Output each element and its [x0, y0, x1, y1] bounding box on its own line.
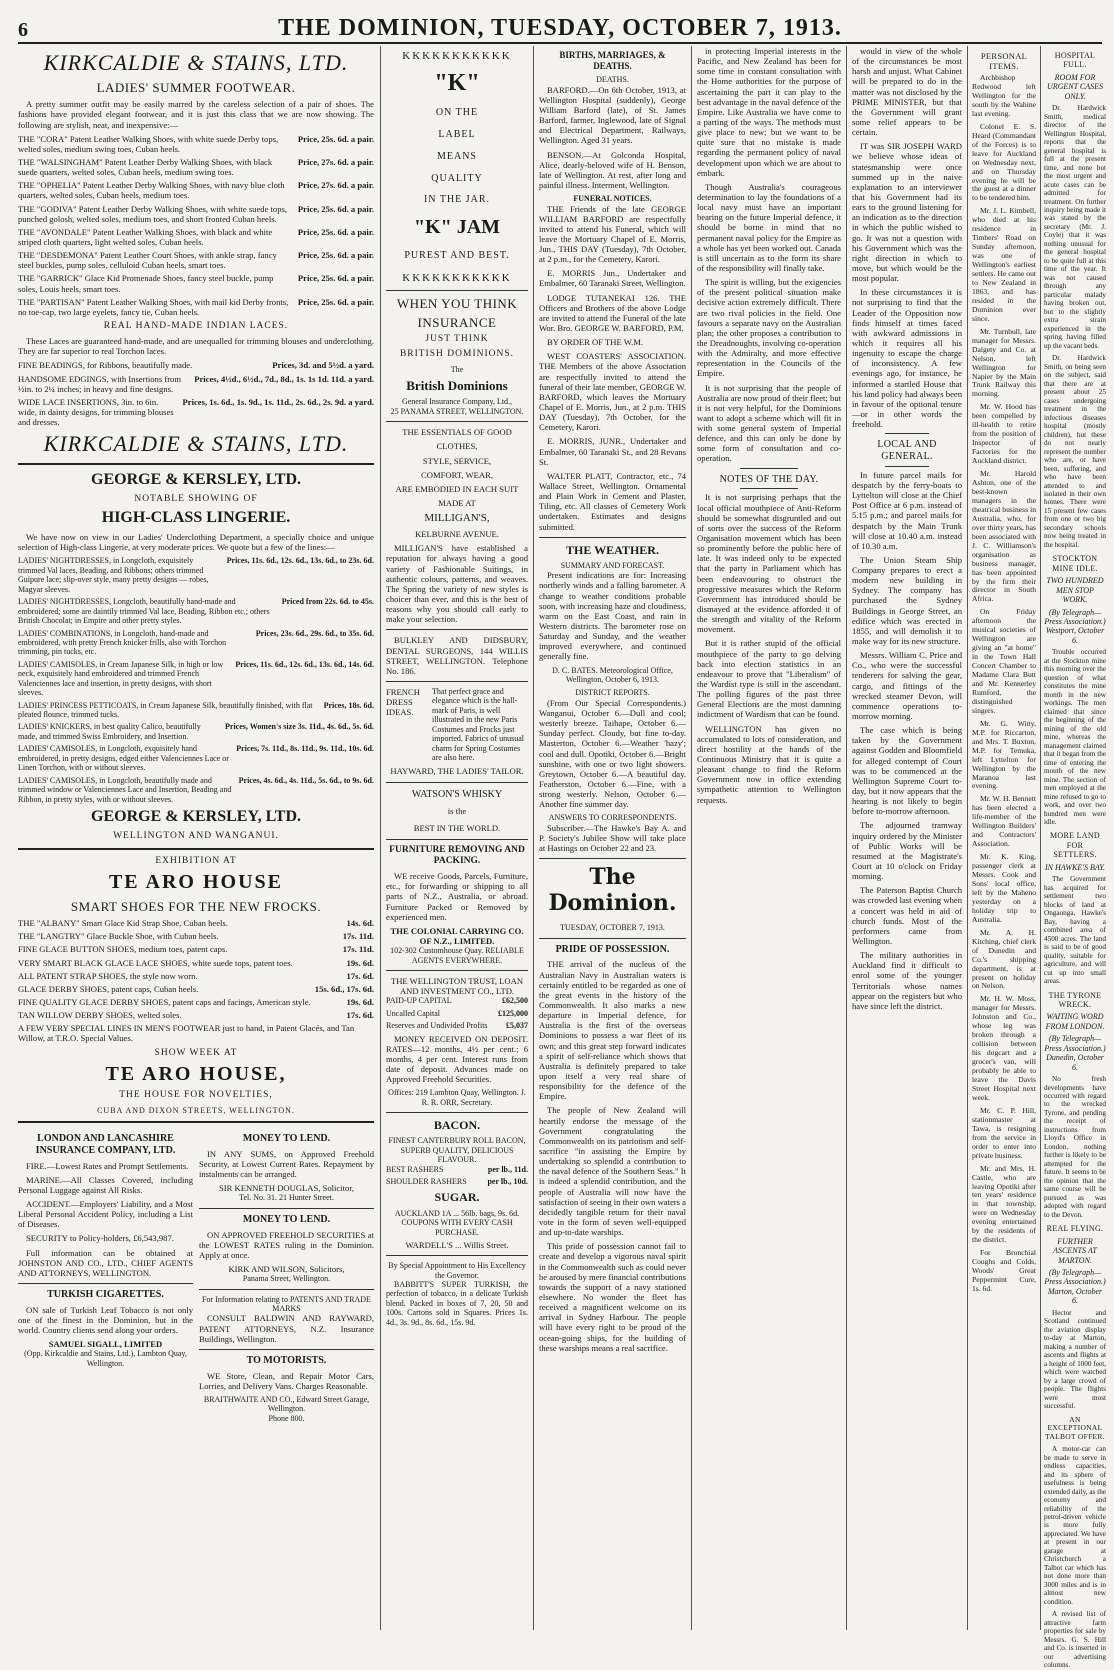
- pride-paragraph: This pride of possession cannot fail to create and develop a vigorous naval spirit in the Commonwealth such as could never be aroused by mere financial contributions towards the support of a navy stationed elsewhere. No wonder the fleet has received a magnificent welcome on its arrival in Sydney Harbour. The people will have every right to be proud of the ocean-going ships, for the building of these warships means a real sacrifice.: [539, 1241, 686, 1353]
- cigarettes-address: (Opp. Kirkcaldie and Stains, Ltd.), Lambton Quay, Wellington.: [24, 1349, 187, 1368]
- insurance-security: SECURITY to Policy-holders, £6,543,987.: [26, 1233, 174, 1244]
- te-aro-address: CUBA AND DIXON STREETS, WELLINGTON.: [97, 1105, 295, 1115]
- hayward-word: FRENCH: [386, 686, 420, 697]
- lace-item: HANDSOME EDGINGS, with Insertions from ½in. to 2¼ inches; in heavy and fine designs. Prices, 4½d., 6½d., 7d., 8d., 1s. 1s 1d. 11d. a yard.: [18, 373, 374, 394]
- watson-line: WATSON'S WHISKY: [411, 788, 503, 800]
- trust-line: Uncalled Capital £125,000: [386, 1008, 528, 1018]
- personal-item: Mr. C. P. Hill, stationmaster at Tawa, is resigning from the service in order to enter into private business.: [972, 1105, 1036, 1160]
- funeral-notice: THE Friends of the late GEORGE WILLIAM BARFORD are respectfully invited to attend his Funeral, which will leave the Mortuary Chapel of E. Morris, Jun., THIS DAY (Tuesday), 7th October, at 2 p.m., for the Cemetery, Karori.: [539, 203, 686, 265]
- trust-text: MONEY RECEIVED ON DEPOSIT. RATES—12 months, 4½ per cent.; 6 months, 4 per cent. Interest runs from date of deposit. Advances made on Approved Freehold Securities.: [386, 1033, 528, 1085]
- essentials-line: KELBURNE AVENUE.: [415, 529, 499, 540]
- money-lend-1-name: SIR KENNETH DOUGLAS, Solicitor,: [218, 1183, 354, 1194]
- local-item: The case which is being taken by the Government against Godden and Bloomfield for alleged contempt of Court was to be commenced at the Wellington Supreme Court to-day, but it now appears that the hearing is not likely to begin before to-morrow afternoon.: [852, 725, 962, 817]
- hospital-heading: HOSPITAL FULL.: [1054, 51, 1096, 70]
- show-week: SHOW WEEK AT: [154, 1047, 238, 1058]
- deaths-heading: DEATHS.: [596, 75, 629, 85]
- footwear-item: THE "WALSINGHAM" Patent Leather Derby Walking Shoes, with black suede quarters, welted soles, Cuban heels, medium swing toes. Price, 27s. 6d. a pair.: [18, 156, 374, 178]
- bmd-heading: BIRTHS, MARRIAGES, & DEATHS.: [559, 50, 666, 71]
- insurance-ad: [18, 1129, 193, 1423]
- insurance-name: LONDON AND LANCASHIRE INSURANCE COMPANY, LTD.: [35, 1133, 176, 1156]
- footwear-item: THE "GARRICK" Glace Kid Promenade Shoes, fancy steel buckle, pump soles, Louis heels, smart toes. Price, 25s. 6d. a pair.: [18, 273, 374, 294]
- essentials-line: THE ESSENTIALS OF GOOD: [402, 427, 512, 438]
- bacon-text: FINEST CANTERBURY ROLL BACON, SUPERB QUALITY, DELICIOUS FLAVOUR.: [388, 1136, 526, 1165]
- lingerie-item: LADIES' NIGHTDRESSES, in Longcloth, exquisitely trimmed Val laces, Beading, and Ribbons; others trimmed Guipure lace; slip-over style, many pretty designs — robes, Magyar sleeves. Prices, 11s. 6d., 12s. 6d., 13s. 6d., to 23s. 6d.: [18, 556, 374, 594]
- tyrone-dateline: (By Telegraph—Press Association.) Dunedin, October 6.: [1044, 1034, 1106, 1072]
- talbot-footnote: A revised list of attractive farm properties for sale by Messrs. G. S. Hill and Co. is inserted in our advertising columns.: [1044, 1610, 1106, 1670]
- bacon-heading: BACON.: [433, 1118, 481, 1133]
- hayward-ad: [386, 687, 528, 763]
- trust-line: PAID-UP CAPITAL £62,500: [386, 996, 528, 1006]
- money-lend-1-address: Tel. No. 31. 21 Hunter Street.: [239, 1193, 334, 1203]
- settlers-heading: MORE LAND FOR SETTLERS.: [1049, 831, 1101, 860]
- te-aro-house-2: TE ARO HOUSE,: [105, 1062, 287, 1085]
- funeral-notice: E. MORRIS, JUNR., Undertaker and Embalmer, 60 Taranaki St., and 28 Revans St.: [539, 436, 686, 467]
- notes-heading: NOTES OF THE DAY.: [719, 473, 819, 485]
- local-item: Messrs. William C. Price and Co., who were the successful tenderers for salving the gear, cargo, and fittings of the wrecked steamer Devon, will commence operations to-morrow morning.: [852, 650, 962, 722]
- funeral-heading: FUNERAL NOTICES.: [573, 194, 652, 204]
- patents-heading: For Information relating to PATENTS AND TRADE MARKS: [202, 1294, 371, 1314]
- footwear-list: [18, 134, 374, 317]
- personal-item: Mr. A. H. Kitching, chief clerk of Dunedin and Co.'s shipping department, is at present on holiday on Nelson.: [972, 927, 1036, 991]
- money-lend-1-text: IN ANY SUMS, on Approved Freehold Security, at Lowest Current Rates. Repayment by instalments can be arranged.: [199, 1148, 374, 1180]
- when-you-think: WHEN YOU THINK: [396, 295, 518, 311]
- special-appointment: By Special Appointment to His Excellency the Governor.: [388, 1261, 526, 1280]
- insurance-full: Full information can be obtained at JOHNSTON AND CO., LTD., CHIEF AGENTS AND ATTORNEYS, WELLINGTON.: [18, 1247, 193, 1278]
- k-word: ON THE: [435, 107, 479, 119]
- district-heading: DISTRICT REPORTS.: [575, 688, 650, 698]
- lingerie-heading: HIGH-CLASS LINGERIE.: [101, 509, 291, 527]
- novelties: THE HOUSE FOR NOVELTIES,: [119, 1090, 273, 1101]
- shoe-item: A FEW VERY SPECIAL LINES IN MEN'S FOOTWEAR just to hand, in Patent Glacés, and Tan Willow, at T.R.O. Special Values.: [18, 1023, 355, 1044]
- editorial-paragraph: It is not surprising that the people of Australia are now proud of their fleet; but it is not very helpful, for the Dominions want to adopt a scheme which will fit in with some general system of Imperial defence, and this can only be done by some form of consultation and co-operation.: [697, 382, 841, 464]
- essentials-line: MADE AT: [438, 498, 476, 509]
- talbot-text: A motor-car can be made to serve in endless capacities, and its sphere of usefulness is being extended daily, as the economy and reliability of the petrol-driven vehicle is more fully appreciated. We have at present in our garage at Christchurch a Talbot car which has not done more than 3000 miles and is in almost new condition.: [1044, 1445, 1106, 1606]
- column-news: [852, 46, 962, 1630]
- column-editorial-2: [697, 46, 841, 1630]
- laces-intro: These Laces are guaranteed hand-made, and are unequalled for trimming blouses and underclothing. They are far superior to real Torchon laces.: [18, 336, 374, 357]
- weather-text: Present indications are for: Increasing northerly winds and a falling barometer. A change to weather conditions probable soon, with increasing haze and cloudiness, warm on the East Coast, and rain in Western districts. The barometer rose on Saturday and Sunday, and the weather improved everywhere, and continued generally fine.: [539, 570, 686, 662]
- lingerie-item: LADIES' NIGHTDRESSES, Longcloth, beautifully hand-made and embroidered; some are daintily trimmed Val lace, Beading, Ribbon etc.; others British Chocolat; in Empire and other pretty styles. Priced from 22s. 6d. to 45s.: [18, 597, 374, 626]
- stockton-heading: STOCKTON MINE IDLE.: [1052, 554, 1098, 573]
- lingerie-item: LADIES' KNICKERS, in best quality Calico, beautifully made, and trimmed Swiss Embroidery, and Insertion. Prices, Women's size 3s. 11d., 4s. 6d., 5s. 6d.: [18, 722, 374, 741]
- insurance-fire: FIRE.—Lowest Rates and Prompt Settlements.: [26, 1160, 189, 1171]
- motorists-name: BRAITHWAITE AND CO., Edward Street Garage, Wellington.: [203, 1394, 370, 1414]
- settlers-text: The Government has acquired for settlement two blocks of land at Ongaonga, Hawke's Bay, having a combined area of 4500 acres. The land is said to be of good quality, suitable for agriculture, and will cut up into small areas.: [1044, 875, 1106, 986]
- editorial-paragraph: The spirit is willing, but the exigencies of the present political situation make decisive action extremely difficult. There are two rival policies in the field. One favours a separate navy on the Australian plan; the other proposes a contribution to the Dreadnoughts, involving co-operation with the Admiralty, and more effective representation in the Councils of the Empire.: [697, 277, 841, 379]
- editorial-paragraph: Though Australia's courageous determination to lay the foundations of a local navy must have an important bearing on the future Imperial defence, it should be borne in mind that no permanent naval policy for the Empire as a whole has yet been worked out. Canada is still uncertain as to the form its share of the responsibility will finally take.: [697, 181, 841, 273]
- hospital-text: Dr. Hardwick Smith, medical director of the Wellington Hospital, reports that the general hospital is full at the present time, and none but the most urgent and acute cases can be admitted for treatment. On further inquiry being made it was stated by the secretary (Mr. J. Coyle) that it was nothing unusual for the general hospital to be quite full at this time of the year. It was not caused through any particular malady having broken out, but to the slightly extra strain experienced in the spring having filled up the vacant beds.: [1044, 104, 1106, 350]
- paper-nameplate: The Dominion.: [548, 864, 677, 917]
- footwear-item: THE "CORA" Patent Leather Walking Shoes, with white suede Derby tops, welted soles, medium swing toes, Cuban heels. Price, 25s. 6d. a pair.: [18, 133, 374, 154]
- shoe-item: FINE QUALITY GLACE DERBY SHOES, patent caps and facings, American style. 19s. 6d.: [18, 997, 374, 1008]
- milligan-text: MILLIGAN'S have established a reputation for always having a good variety of Fashionable Suitings, in authentic colours, patterns, and weaves. The Spring the variety of new styles is choicer than ever, and this is the best of reasons why you should call early to make your selection.: [386, 543, 528, 625]
- notable-showing: NOTABLE SHOWING OF: [134, 494, 258, 505]
- cigarettes-name: SAMUEL SIGALL, LIMITED: [48, 1339, 163, 1350]
- pride-paragraph: The people of New Zealand will heartily endorse the message of the Government congratulating the Commonwealth on its patriotism and self-sacrifice "in assisting the Empire by undertaking so splendid a contribution to the naval defence of the Southern Seas." It is indeed a splendid contribution, and the people of Australia will now have the satisfaction of seeing in their own waters a decidedly tangible return for their naval vote in the form of seven well-equipped and up-to-date warships.: [539, 1105, 686, 1238]
- k-word: MEANS: [436, 150, 477, 162]
- tyrone-text: No fresh developments have occurred with regard to the wrecked Tyrone, and pending the receipt of instructions from Lloyd's Office in London, nothing further is likely to be attempted for the future. It seems to be the opinion that the same course will be pursued as was adopted with regard to the Devon.: [1044, 1075, 1106, 1219]
- essentials-line: STYLE, SERVICE,: [422, 455, 492, 466]
- notes-paragraph: But it is rather stupid of the official mouthpiece of the party to go delving back into election statistics in an endeavour to prove that "Liberalism" of the Wardist type is still in the ascendant. The polling figures of the past three General Elections are the most damning indictment of Wardism that can be found.: [697, 638, 841, 720]
- cigarettes-text: ON sale of Turkish Leaf Tobacco is not only one of the finest in the Dominion, but in the world. Country clients send along your orders.: [18, 1304, 193, 1336]
- cigarettes-title: TURKISH CIGARETTES.: [47, 1289, 164, 1301]
- colonial-name: THE COLONIAL CARRYING CO. OF N.Z., LIMITED.: [390, 925, 524, 946]
- furniture-text: WE receive Goods, Parcels, Furniture, etc., for forwarding or shipping to all parts of N.Z., Australia, or abroad. Furniture Packed or Removed by experienced men.: [386, 871, 528, 922]
- hayward-text: That perfect grace and elegance which is the hall-mark of Paris, is well illustrated in the new Paris Costumes and Frocks just imported. Fabrics of unusual charm for Spring Costumes are also here.: [432, 686, 524, 763]
- hospital-text-2: Dr. Hardwick Smith, on being seen on the subject, said that there are at present about 25 cases undergoing treatment in the infectious diseases hospital (mostly children), but these do not nearly represent the number who are, or have been, suffering, and who have been attended to and isolated in their own homes. There were 15 present few cases from one or two big secondary schools now being treated in the hospital.: [1044, 354, 1106, 549]
- pride-paragraph: THE arrival of the nucleus of the Australian Navy in Australian waters is certainly entitled to be regarded as one of the great events in the history of the Commonwealth. It also marks a new departure in Imperial defence, for Australia is the first of the overseas Dominions to possess a war fleet of its own; and this great step forward indicates a spirit of self-reliance which shows that Australia is definitely prepared to take upon itself a very real share of responsibility for the defence of the Empire.: [539, 959, 686, 1102]
- hospital-sub: ROOM FOR URGENT CASES ONLY.: [1046, 72, 1104, 101]
- footwear-intro: A pretty summer outfit may be easily marred by the careless selection of a pair of shoes. The fashions have provided elegant footwear, and it is just this class that we are now showing. The following are stylish, neat, and inexpensive:—: [18, 99, 374, 130]
- weather-sub: SUMMARY AND FORECAST.: [560, 560, 665, 570]
- death-notice: BARFORD.—On 6th October, 1913, at Wellington Hospital (suddenly), George William Barford (late), of St. James Barford, farmer, Inglewood, late of Signal and Electrical Department, Railways, Wellington. Aged 31 years.: [539, 84, 686, 146]
- answers-heading: ANSWERS TO CORRESPONDENTS.: [548, 813, 677, 823]
- shoe-item: ALL PATENT STRAP SHOES, the style now worn. 17s. 6d.: [18, 970, 374, 981]
- kirkcaldie-brand: KIRKCALDIE & STAINS, LTD.: [43, 50, 349, 75]
- insurance-word: INSURANCE: [417, 314, 497, 330]
- flying-heading: REAL FLYING.: [1046, 1224, 1104, 1234]
- flying-text: Hector and Scotland continued the aviation display to-day at Marton, making a number of ascents and flights at a height of 1000 feet, which were watched by a large crowd of people. The flights were most successful.: [1044, 1308, 1106, 1411]
- funeral-notice: WEST COASTERS' ASSOCIATION. THE Members of the above Association are respectfully invited to attend the funeral of their late member, GEORGE W. BARFORD, which leaves the Mortuary Chapel of E. Morris, Jun., at 2 p.m. THIS DAY (Tuesday), 7th October, for the Cemetery, Karori.: [539, 351, 686, 433]
- exhibition-at: EXHIBITION AT: [155, 856, 237, 867]
- money-lend-2-address: Panama Street, Wellington.: [242, 1274, 331, 1284]
- bd-address: 25 PANAMA STREET, WELLINGTON.: [390, 406, 524, 416]
- chemist-ad: For Bronchial Coughs and Colds, Woods' Great Peppermint Cure, 1s. 6d.: [972, 1248, 1036, 1293]
- funeral-notice: WALTER PLATT, Contractor, etc., 74 Wallace Street, Wellington. Ornamental and Plain Work in Cement and Plaster, Tiling, etc. All classes of Cemetery Work undertaken. Estimates and designs submitted.: [539, 470, 686, 532]
- funeral-notice: E. MORRIS Jun., Undertaker and Embalmer, 60 Taranaki Street, Wellington.: [539, 268, 686, 289]
- trust-line: Reserves and Undivided Profits £5,037: [386, 1021, 528, 1031]
- personal-item: Mr. G. Witty, M.P. for Riccarton, and Mrs. T. Buxton, M.P. for Temuka, left Lyttelton for Wellington by the Maranoa last evening.: [972, 718, 1036, 791]
- shoe-item: VERY SMART BLACK GLACE LACE SHOES, white suede tops, patent toes. 19s. 6d.: [18, 957, 374, 968]
- shoe-item: FINE GLACE BUTTON SHOES, medium toes, patent caps. 17s. 11d.: [18, 944, 374, 955]
- news-continued: would in view of the whole of the circumstances be most harsh and unjust. What Cabinet will be prepared to do in the matter was not disclosed by the PRIME MINISTER, but that the Government will grant some relief appears to be certain.: [852, 46, 962, 138]
- notes-paragraph: WELLINGTON has given no accumulated to lots of consideration, and direct hostility at the hands of the Continuous Ministry that it is quite a pleasant change to find the Reform Government now in office extending sympathetic attention to Wellington requests.: [697, 723, 841, 805]
- local-item: The Paterson Baptist Church was crowded last evening when a concert was held in aid of church funds. Most of the performers came from Wellington.: [852, 885, 962, 946]
- bacon-line: SHOULDER RASHERS per lb., 10d.: [386, 1177, 528, 1187]
- george-kersley-towns: WELLINGTON AND WANGANUI.: [113, 830, 279, 841]
- settlers-sub: IN HAWKE'S BAY.: [1044, 862, 1105, 872]
- k-purest: PUREST AND BEST.: [404, 249, 510, 261]
- personal-item: Colonel E. S. Heard (Commandant of the Forces) is to leave for Auckland on Wednesday next, and on Thursday evening he will be the guest at a dinner to be tendered him.: [972, 121, 1036, 203]
- editorial-continued: in protecting Imperial interests in the Pacific, and New Zealand has been for some time in constant consultation with the Home authorities for the purpose of ascertaining the part it can play to the best advantage in the naval defence of the Empire. Like Australia we have come to a parting of the ways. The methods must give place to new; but we want to be quite sure that no mistake is made regarding the permanent policy of naval development upon which we are about to embark.: [697, 46, 841, 178]
- sugar-text: AUCKLAND 1A ... 56lb. bags, 9s. 6d. COUPONS WITH EVERY CASH PURCHASE.: [394, 1208, 520, 1237]
- pride-heading: PRIDE OF POSSESSION.: [555, 943, 670, 955]
- notes-paragraph: It is not surprising perhaps that the local official mouthpiece of Anti-Reform should be somewhat disgruntled and out of sorts over the success of the Reform Organisation movement which has been so prominently before the public here of late. It was indeed only to be expected that the party in Parliament which has been endeavouring to obstruct the progressive measures which the Reform Government has introduced should be dismayed at the evidence afforded it of the strength and vitality of the Reform movement.: [697, 492, 841, 635]
- money-lend-1-title: MONEY TO LEND.: [242, 1133, 331, 1145]
- lingerie-item: LADIES' COMBINATIONS, in Longcloth, hand-made and embroidered, with pretty French knicker frills, also with Torchon trimming, pin tucks, etc. Prices, 23s. 6d., 29s. 6d., to 35s. 6d.: [18, 628, 374, 657]
- motorists-title: TO MOTORISTS.: [246, 1354, 327, 1366]
- talbot-heading: AN EXCEPTIONAL TALBOT OFFER.: [1045, 1414, 1105, 1442]
- watson-line: is the: [447, 806, 467, 817]
- colonial-address: 102-302 Customhouse Quay. RELIABLE AGENTS EVERYWHERE.: [390, 946, 524, 965]
- lingerie-item: LADIES' CAMISOLES, in Longcloth, beautifully made and trimmed window or Valenciennes Lace and Insertion, Beading and Ribbon, in pretty styles, with or without sleeves. Prices, 4s. 6d., 4s. 11d., 5s. 6d., to 9s. 6d.: [18, 775, 374, 804]
- insurance-accident: ACCIDENT.—Employers' Liability, and a Most Liberal Personal Accident Policy, including a List of Diseases.: [18, 1199, 193, 1230]
- patents-text: CONSULT BALDWIN AND RAYWARD, PATENT ATTORNEYS, N.Z. Insurance Buildings, Wellington.: [199, 1313, 374, 1344]
- lace-item: FINE BEADINGS, for Ribbons, beautifully made. Prices, 3d. and 5½d. a yard.: [18, 360, 374, 371]
- essentials-line: MILLIGAN'S,: [424, 512, 490, 525]
- answers-text: Subscriber.—The Hawke's Bay A. and P. Society's Jubilee Show will take place at Hastings on October 22 and 23.: [539, 822, 686, 854]
- personal-heading: PERSONAL ITEMS.: [980, 51, 1028, 72]
- bulkley-ad: BULKLEY AND DIDSBURY, DENTAL SURGEONS, 144 WILLIS STREET, WELLINGTON. Telephone No. 186.: [386, 635, 528, 676]
- watson-line: BEST IN THE WORLD.: [413, 822, 501, 833]
- smart-shoes-heading: SMART SHOES FOR THE NEW FROCKS.: [70, 898, 322, 914]
- weather-heading: THE WEATHER.: [566, 542, 659, 557]
- shoe-item: THE "ALBANY" Smart Glace Kid Strap Shoe, Cuban heels. 14s. 6d.: [18, 918, 374, 929]
- essentials-line: CLOTHES,: [436, 441, 478, 452]
- personal-item: On Friday afternoon the musical societies of Wellington are giving an "at home" in the Town Hall Concert Chamber to Madame Clara Butt and Mr. Kennerley Rumford, the distinguished singers.: [972, 607, 1036, 715]
- trust-office: Offices: 219 Lambton Quay, Wellington. J. R. R. ORR, Secretary.: [388, 1088, 526, 1107]
- footwear-item: THE "PARTISAN" Patent Leather Walking Shoes, with mail kid Derby fronts, no toe-cap, two large eyelets, fancy tie, Cuban heels. Price, 25s. 6d. a pair.: [18, 296, 374, 317]
- local-item: The adjourned tramway inquiry ordered by the Minister of Public Works will be resumed at the Magistrate's Court at 10 o'clock on Friday morning.: [852, 820, 962, 882]
- hayward-word: DRESS: [386, 697, 413, 708]
- footwear-item: THE "OPHELIA" Patent Leather Derby Walking Shoes, with navy blue cloth quarters, welted soles, Cuban heels, medium toes. Price, 27s. 6d. a pair.: [18, 180, 374, 201]
- k-jam: "K" JAM: [413, 216, 501, 239]
- personal-item: Mr. Turnbull, late manager for Messrs. Dalgety and Co. at Nelson, left Wellington for Napier by the Main Trunk Railway this morning.: [972, 326, 1036, 399]
- personal-item: Mr. H. W. Moss, manager for Messrs. Johnston and Co., whose leg was broken through a collision between his dogcart and a grocer's van, will probably be able to leave the Davis Street Hospital next week.: [972, 994, 1036, 1102]
- column-advertisements: [18, 46, 374, 1630]
- personal-item: Mr. and Mrs. H. Castle, who are leaving Opotiki after ten years' residence in that township, were on Wednesday evening entertained by the residents of the district.: [972, 1163, 1036, 1245]
- sugar-heading: SUGAR.: [434, 1190, 480, 1205]
- insurance-marine: MARINE.—All Classes Covered, including Personal Luggage against All Risks.: [18, 1174, 193, 1195]
- local-item: The Union Steam Ship Company prepares to erect a modern new building in Sydney. The company has purchased the Sydney Buildings in George Street, an edifice which was erected in 1855, and will demolish it to make way for its new structure.: [852, 554, 962, 647]
- personal-item: Mr. K. King, passenger clerk at Messrs. Cook and Sons' local office, left by the Maheno yesterday on a holiday trip to Australia.: [972, 852, 1036, 924]
- tyrone-sub: WAITING WORD FROM LONDON.: [1045, 1012, 1105, 1031]
- lingerie-item: LADIES' CAMISOLES, in Cream Japanese Silk, in high or low neck, exquisitely hand embroidered and trimmed French Valenciennes lace and insertion, in pretty designs, with short sleeves. Prices, 11s. 6d., 12s. 6d., 13s. 6d., 14s. 6d.: [18, 659, 374, 698]
- district-text: (From Our Special Correspondents.) Wanganui, October 6.—Dull and cool; westerly breeze. Taihape, October 6.—Sunday perfect. Cloudy, but fine to-day. Masterton, October 6.—Weather 'hazy'; cool and dull. Opotiki, October 6.—Bright sunshine, with one or two light showers. Greytown, October 6.—A beautiful day. Featherston, October 6.—Fine, with a strong westerly. Nelson, October 6.—Another fine summer day.: [539, 697, 686, 810]
- funeral-notice: LODGE TUTANEKAI 126. THE Officers and Brothers of the above Lodge are invited to attend the Funeral of the late Wor. Bro. GEORGE W. BARFORD, P.M.: [539, 292, 686, 334]
- personal-item: Mr. J. L. Kimbell, who died at his residence in Timbers' Road on Sunday afternoon, was one of Wellington's earliest settlers. He came out to New Zealand in 1863, and has resided in the Dominion ever since.: [972, 206, 1036, 323]
- just-think: JUST THINK: [425, 334, 489, 345]
- essentials-line: COMFORT, WEAR,: [421, 469, 493, 480]
- flying-dateline: (By Telegraph—Press Association.) Marton, October 6.: [1044, 1268, 1106, 1306]
- k-word: LABEL: [438, 129, 476, 141]
- motorists-phone: Phone 800.: [268, 1413, 305, 1423]
- funeral-notice: BY ORDER OF THE W.M.: [547, 337, 643, 348]
- money-lend-2-name: KIRK AND WILSON, Solicitors,: [228, 1264, 345, 1275]
- te-aro-house: TE ARO HOUSE: [108, 871, 284, 894]
- k-row: KKKKKKKKKKK: [402, 50, 512, 62]
- personal-item: Archbishop Redwood left Wellington for the south by the Wahine last evening.: [972, 73, 1036, 118]
- column-ads-2: [386, 46, 528, 1630]
- personal-item: Mr. W. H. Bennett has been elected a life-member of the Wellington Builders' and Contractors' Association.: [972, 794, 1036, 849]
- k-label: "K": [434, 69, 480, 96]
- footwear-item: THE "DESDEMONA" Patent Leather Court Shoes, with ankle strap, fancy steel buckles, pump soles, celluloid Cuban heels, smart toes. Price, 25s. 6d. a pair.: [18, 250, 374, 271]
- george-kersley-name: GEORGE & KERSLEY, LTD.: [91, 471, 301, 489]
- kirkcaldie-brand-footer: KIRKCALDIE & STAINS, LTD.: [43, 431, 349, 457]
- british-dominions-gothic: British Dominions: [406, 378, 508, 394]
- lingerie-item: LADIES' PRINCESS PETTICOATS, in Cream Japanese Silk, beautifully finished, with flat pleated flounce, trimmed tucks. Prices, 18s. 6d.: [18, 700, 374, 720]
- column-editorial: [539, 46, 686, 1630]
- footwear-item: THE "AVONDALE" Patent Leather Walking Shoes, with black and white striped cloth quarters, light welted soles, Cuban heels. Price, 25s. 6d. a pair.: [18, 226, 374, 247]
- shoe-item: GLACE DERBY SHOES, patent caps, Cuban heels. 15s. 6d., 17s. 6d.: [18, 983, 374, 994]
- babbitt-ad: BABBITT'S SUPER TURKISH, the perfection of tobacco, in a delicate Turkish blend. Packed in boxes of 7, 20, 50 and 100s. Cartons sold in Squares. Prices 1s. 4d., 3s. 9d., 8s. 6d., 15s. 9d.: [386, 1279, 528, 1327]
- news-paragraph: IT was SIR JOSEPH WARD we believe whose ideas of statesmanship were once summed up in the naive explanation to an interviewer that his Government had its ears to the ground listening for an indication as to the direction in which the public wished to go. It was not a question with his Government which was the right direction in which to move, but which would be the most popular.: [852, 141, 962, 284]
- footwear-heading: LADIES' SUMMER FOOTWEAR.: [96, 79, 296, 95]
- newspaper-title: THE DOMINION, TUESDAY, OCTOBER 7, 1913.: [278, 15, 842, 41]
- footwear-item: THE "GODIVA" Patent Leather Derby Walking Shoes, with white suede tops, punched golosh, welted soles, medium toes, and short fronted Cuban heels. Price, 25s. 6d. a pair.: [18, 203, 374, 224]
- paper-date: TUESDAY, OCTOBER 7, 1913.: [560, 923, 665, 933]
- lingerie-intro: We have now on view in our Ladies' Underclothing Department, a specially choice and unique selection of High-class Lingerie, at very moderate prices. We quote but a few of the lines:—: [18, 532, 374, 553]
- personal-item: Mr. Harold Ashton, one of the best-known managers in the theatrical business in Australia, who, for over thirty years, has been associated with J. C. Williamson's organisation as business manager, has been appointed by the firm their director in South Africa.: [972, 469, 1036, 604]
- lace-item: WIDE LACE INSERTIONS, 3in. to 6in. wide, in dainty designs, for trimming blouses and dresses. Prices, 1s. 6d., 1s. 9d., 1s. 11d., 2s. 6d., 2s. 9d. a yard.: [18, 396, 374, 428]
- news-paragraph: In these circumstances it is not surprising to find that the Leader of the Opposition now finds himself at times faced with awkward admissions in which it requires all his ingenuity to escape the charge of inconsistency. A few evenings ago, for instance, he informed a startled House that his land policy had always been in favour of the optional tenure—or in other words the freehold.: [852, 287, 962, 430]
- laces-heading: REAL HAND-MADE INDIAN LACES.: [103, 320, 289, 331]
- money-lend-2-title: MONEY TO LEND.: [242, 1213, 331, 1225]
- lingerie-item: LADIES' CAMISOLES, in Longcloth, exquisitely hand embroidered, in pretty designs, edged either Valenciennes Lace or Linen Torchon, with or without sleeves. Prices, 7s. 11d., 8s. 11d., 9s. 11d., 10s. 6d.: [18, 744, 374, 773]
- masthead: [18, 8, 1102, 44]
- column-personal: [972, 46, 1036, 1630]
- weather-sign: D. C. BATES. Meteorological Office, Wellington, October 6, 1913.: [552, 665, 673, 685]
- stockton-dateline: (By Telegraph—Press Association.) Westport, October 6.: [1044, 607, 1106, 645]
- bacon-line: BEST RASHERS per lb., 11d.: [386, 1164, 528, 1174]
- essentials-line: ARE EMBODIED IN EACH SUIT: [395, 483, 519, 494]
- column-telegrams: [1044, 46, 1106, 1670]
- flying-sub: FURTHER ASCENTS AT MARTON.: [1053, 1236, 1097, 1265]
- the-word: The: [450, 364, 464, 374]
- hayward-word: IDEAS.: [386, 707, 414, 718]
- motorists-text: WE Store, Clean, and Repair Motor Cars, Lorries, and Delivery Vans. Charges Reasonable.: [199, 1370, 374, 1391]
- local-general-heading: LOCAL AND GENERAL.: [877, 439, 937, 462]
- shoe-item: THE "LANGTRY" Glace Buckle Shoe, with Cuban heels. 17s. 11d.: [18, 931, 374, 942]
- bd-company: General Insurance Company, Ltd.,: [401, 397, 513, 407]
- k-word: QUALITY: [431, 172, 483, 184]
- k-row-2: KKKKKKKKKKK: [402, 271, 512, 284]
- bottom-ads-left: [18, 1129, 374, 1423]
- george-kersley-footer: GEORGE & KERSLEY, LTD.: [91, 807, 301, 825]
- furniture-heading: FURNITURE REMOVING AND PACKING.: [389, 844, 525, 866]
- shoe-item: TAN WILLOW DERBY SHOES, welted soles. 17s. 6d.: [18, 1010, 374, 1021]
- hayward-name: HAYWARD, THE LADIES' TAILOR.: [390, 766, 524, 777]
- stockton-text: Trouble occurred at the Stockton mine this morning over the question of what constitutes the mine month in the new workings. The men claimed that since the beginning of the mining of the old mine, whereas the management claimed that it began from the time of entering the mouth of the new mine. The section of men employed at the mine refused to go to work, and over two hundred men were idle.: [1044, 648, 1106, 826]
- tyrone-heading: THE TYRONE WRECK.: [1048, 990, 1102, 1009]
- death-notice: BENSON.—At Golconda Hospital, Alice, dearly-beloved wife of H. Benson, late of Wellington. At rest, after long and painful illness. Interment, Wellington.: [539, 149, 686, 190]
- stockton-sub: TWO HUNDRED MEN STOP WORK.: [1046, 576, 1104, 605]
- trust-name: THE WELLINGTON TRUST, LOAN AND INVESTMENT CO., LTD.: [390, 975, 524, 997]
- money-ads: [199, 1129, 374, 1423]
- local-item: The military authorities in Auckland find it difficult to enrol some of the younger Territorials whose names appear on the registers but who have since left the district.: [852, 950, 962, 1011]
- wardell: WARDELL'S ... Willis Street.: [405, 1239, 509, 1250]
- personal-item: Mr. W. Hood has been compelled by ill-health to retire from the position of Inspector of Factories for the Auckland district.: [972, 402, 1036, 466]
- k-word: IN THE JAR.: [423, 194, 491, 206]
- page-number: 6: [18, 19, 28, 41]
- money-lend-2-text: ON APPROVED FREEHOLD SECURITIES at the LOWEST RATES ruling in the Dominion. Apply at once.: [199, 1229, 374, 1260]
- local-item: In future parcel mails for despatch by the ferry-boats to Lyttelton will close at the Chief Post Office at 6 p.m. instead of 5.15 p.m.; and parcel mails for despatch by the Main Trunk will close at 10.40 a.m. instead of 10.30 a.m.: [852, 469, 962, 551]
- british-dominions: BRITISH DOMINIONS.: [399, 349, 515, 360]
